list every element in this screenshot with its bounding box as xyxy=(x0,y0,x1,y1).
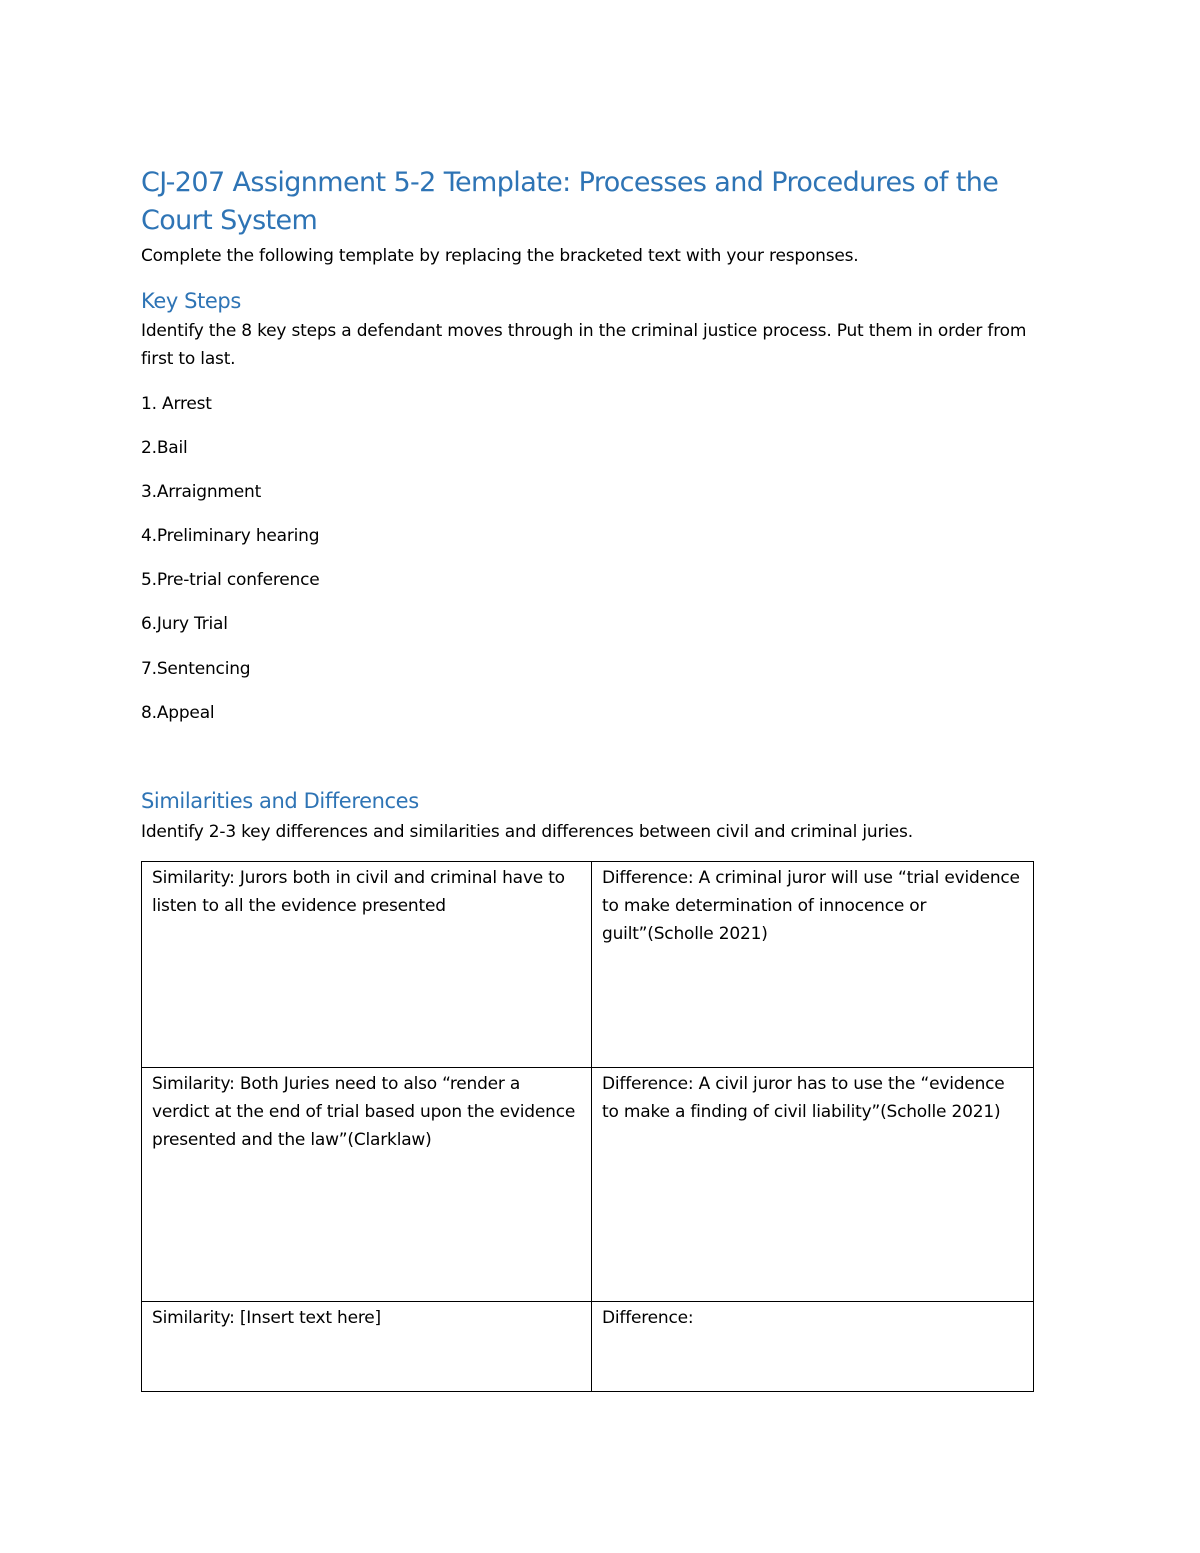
step-item: 2.Bail xyxy=(141,438,188,459)
step-item: 7.Sentencing xyxy=(141,658,251,679)
key-steps-instructions: Identify the 8 key steps a defendant moves through in the criminal justice process. Put them in order from first to last. xyxy=(141,321,1027,369)
similarity-cell[interactable]: Similarity: [Insert text here] xyxy=(142,1302,592,1392)
document-title: CJ-207 Assignment 5-2 Template: Processes and Procedures of the Court System xyxy=(141,167,999,236)
step-item: 4.Preliminary hearing xyxy=(141,526,320,547)
similarity-cell[interactable]: Similarity: Both Juries need to also “render a verdict at the end of trial based upon the evidence presented and the law”(Clarklaw) xyxy=(142,1068,592,1302)
key-steps-heading: Key Steps xyxy=(141,289,241,313)
similarity-cell[interactable]: Similarity: Jurors both in civil and criminal have to listen to all the evidence presented xyxy=(142,862,592,1068)
table-row xyxy=(142,1302,1034,1392)
table-row xyxy=(142,862,1034,1068)
step-item: 1. Arrest xyxy=(141,394,212,414)
similarities-differences-table xyxy=(141,861,1034,1392)
difference-cell[interactable]: Difference: xyxy=(592,1302,1034,1392)
step-item: 3.Arraignment xyxy=(141,482,262,503)
difference-cell[interactable]: Difference: A civil juror has to use the “evidence to make a finding of civil liability”(Scholle 2021) xyxy=(592,1068,1034,1302)
intro-text: Complete the following template by replacing the bracketed text with your responses. xyxy=(141,246,859,266)
step-item: 8.Appeal xyxy=(141,702,215,723)
step-item: 5.Pre-trial conference xyxy=(141,570,320,591)
key-steps-list xyxy=(141,390,741,743)
difference-cell[interactable]: Difference: A criminal juror will use “trial evidence to make determination of innocence or guilt”(Scholle 2021) xyxy=(592,862,1034,1068)
table-row xyxy=(142,1068,1034,1302)
similarities-differences-heading: Similarities and Differences xyxy=(141,789,419,813)
step-item: 6.Jury Trial xyxy=(141,614,228,635)
similarities-differences-instructions: Identify 2-3 key differences and similarities and differences between civil and criminal juries. xyxy=(141,822,913,842)
